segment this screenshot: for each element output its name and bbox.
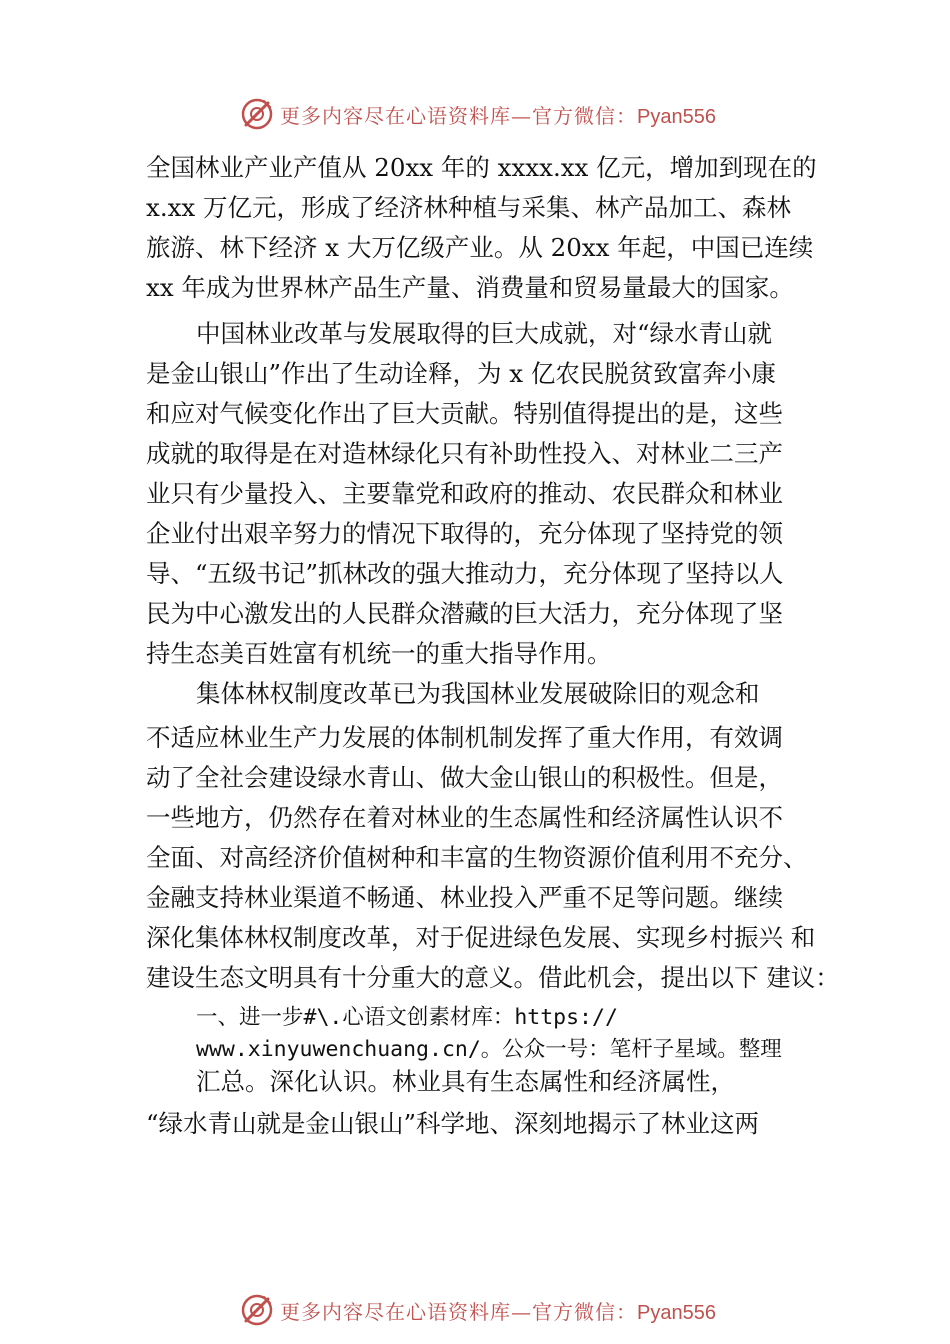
footer-dash: —: [511, 1299, 532, 1324]
brand-logo-icon: [240, 97, 274, 131]
header-wechat-id: Pyan556: [637, 105, 716, 128]
footer-wechat-id: Pyan556: [637, 1301, 716, 1324]
header-wechat-label: 官方微信：: [532, 103, 637, 128]
body-line: x.xx 万亿元，形成了经济林种植与采集、林产品加工、森林: [146, 193, 792, 222]
body-line: 建设生态文明具有十分重大的意义。借此机会，提出以下 建议：: [146, 963, 840, 992]
header-dash: —: [511, 103, 532, 128]
body-line: 一些地方，仍然存在着对林业的生态属性和经济属性认识不: [146, 803, 783, 832]
body-line: 汇总。深化认识。林业具有生态属性和经济属性，: [196, 1067, 735, 1096]
footer-banner-text: [280, 1296, 716, 1325]
body-line: 和应对气候变化作出了巨大贡献。特别值得提出的是，这些: [146, 399, 783, 428]
body-line: 成就的取得是在对造林绿化只有补助性投入、对林业二三产: [146, 439, 783, 468]
body-line: 一、进一步#\.心语文创素材库：https://: [196, 1005, 618, 1030]
body-line: 集体林权制度改革已为我国林业发展破除旧的观念和: [196, 679, 760, 708]
header-banner: [240, 94, 716, 134]
body-line: 中国林业改革与发展取得的巨大成就，对“绿水青山就: [196, 319, 773, 348]
body-line: 动了全社会建设绿水青山、做大金山银山的积极性。但是，: [146, 763, 783, 792]
header-banner-text: [280, 100, 716, 129]
header-site-text: 更多内容尽在心语资料库: [280, 103, 511, 128]
body-line: 持生态美百姓富有机统一的重大指导作用。: [146, 639, 612, 668]
body-line: 不适应林业生产力发展的体制机制发挥了重大作用，有效调: [146, 723, 783, 752]
footer-site-text: 更多内容尽在心语资料库: [280, 1299, 511, 1324]
body-line: 民为中心激发出的人民群众潜藏的巨大活力，充分体现了坚: [146, 599, 783, 628]
body-line: 企业付出艰辛努力的情况下取得的，充分体现了坚持党的领: [146, 519, 783, 548]
footer-banner: [240, 1290, 716, 1330]
body-line: 全面、对高经济价值树种和丰富的生物资源价值利用不充分、: [146, 843, 808, 872]
body-line: xx 年成为世界林产品生产量、消费量和贸易量最大的国家。: [146, 273, 794, 302]
body-line: www.xinyuwenchuang.cn/。公众一号：笔杆子星域。整理: [196, 1037, 782, 1062]
body-line: 深化集体林权制度改革，对于促进绿色发展、实现乡村振兴 和: [146, 923, 816, 952]
body-line: 金融支持林业渠道不畅通、林业投入严重不足等问题。继续: [146, 883, 783, 912]
body-line: 全国林业产业产值从 20xx 年的 xxxx.xx 亿元，增加到现在的: [146, 153, 817, 182]
brand-logo-icon: [240, 1293, 274, 1327]
footer-wechat-label: 官方微信：: [532, 1299, 637, 1324]
body-line: “绿水青山就是金山银山”科学地、深刻地揭示了林业这两: [146, 1109, 760, 1138]
body-line: 是金山银山”作出了生动诠释，为 x 亿农民脱贫致富奔小康: [146, 359, 776, 388]
body-line: 旅游、林下经济 x 大万亿级产业。从 20xx 年起，中国已连续: [146, 233, 814, 262]
body-line: 导、“五级书记”抓林改的强大推动力，充分体现了坚持以人: [146, 559, 784, 588]
body-line: 业只有少量投入、主要靠党和政府的推动、农民群众和林业: [146, 479, 783, 508]
